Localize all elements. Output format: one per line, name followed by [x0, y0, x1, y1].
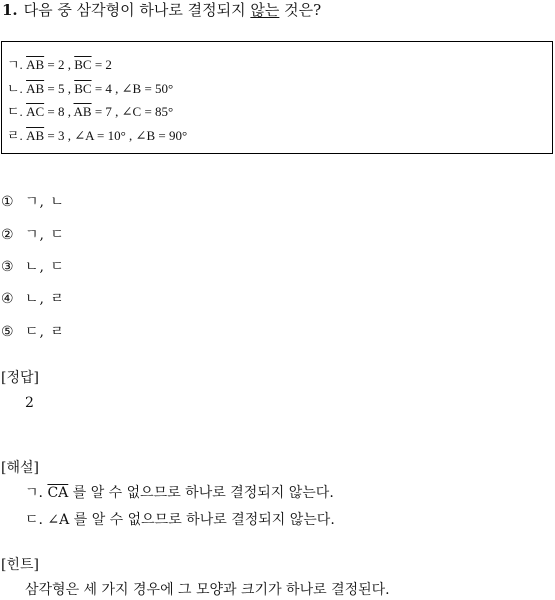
segment: $\overline{BC}$: [74, 81, 92, 96]
hint-label: [힌트]: [1, 557, 39, 573]
segment: $\overline{BC}$: [74, 57, 92, 72]
question-text-before: 다음 중 삼각형이 하나로 결정되지: [23, 1, 251, 19]
segment: $\overline{AB}$: [73, 104, 92, 119]
condition-rest: = 4 , ∠B = 50°: [91, 81, 174, 96]
explanation-prefix: ㄱ.: [25, 485, 48, 501]
choice-mark: ③: [1, 259, 14, 275]
question-text-after: 것은?: [279, 1, 322, 19]
condition-label: ㄱ.: [7, 57, 23, 72]
choice-mark: ①: [1, 194, 14, 210]
choice-2[interactable]: [1, 226, 65, 244]
answer-label: [정답]: [1, 370, 39, 386]
condition-row: [7, 80, 173, 98]
condition-label: ㄴ.: [7, 81, 23, 96]
condition-value: = 8 ,: [44, 104, 74, 119]
choice-4[interactable]: [1, 290, 65, 308]
explanation-label: [해설]: [1, 460, 39, 476]
condition-label: ㄷ.: [7, 104, 23, 119]
choice-text: ㄱ, ㄷ: [25, 227, 65, 243]
condition-value: = 5 ,: [44, 81, 75, 96]
explanation-text: 를 알 수 없으므로 하나로 결정되지 않는다.: [68, 485, 334, 501]
segment: $\overline{AB}$: [26, 81, 45, 96]
question-underlined-word: 않는: [250, 1, 280, 19]
answer-value: 2: [25, 395, 34, 411]
condition-value: = 3 , ∠A = 10° , ∠B = 90°: [44, 128, 188, 143]
choice-mark: ④: [1, 291, 14, 307]
condition-rest: = 2: [91, 57, 112, 72]
choice-text: ㄱ, ㄴ: [25, 194, 65, 210]
choice-mark: ②: [1, 227, 14, 243]
condition-row: [7, 127, 187, 145]
segment: $\overline{AB}$: [26, 128, 45, 143]
choice-text: ㄷ, ㄹ: [25, 324, 65, 340]
condition-rest: = 7 , ∠C = 85°: [91, 104, 174, 119]
segment: $\overline{AB}$: [26, 57, 45, 72]
choice-3[interactable]: [1, 258, 65, 276]
choice-text: ㄴ, ㄹ: [25, 291, 65, 307]
question-number: 1.: [2, 1, 18, 19]
condition-value: = 2 ,: [44, 57, 75, 72]
question-text: [2, 0, 321, 20]
hint-text: 삼각형은 세 가지 경우에 그 모양과 크기가 하나로 결정된다.: [25, 582, 390, 598]
explanation-line-1: [25, 484, 334, 502]
choice-mark: ⑤: [1, 324, 14, 340]
condition-row: [7, 103, 173, 121]
condition-row: [7, 56, 112, 74]
segment: $\overline{CA}$: [47, 485, 69, 501]
condition-label: ㄹ.: [7, 128, 23, 143]
explanation-line-2: ㄷ. ∠A 를 알 수 없으므로 하나로 결정되지 않는다.: [25, 512, 335, 528]
segment: $\overline{AC}$: [26, 104, 45, 119]
choice-text: ㄴ, ㄷ: [25, 259, 65, 275]
choice-5[interactable]: [1, 323, 65, 341]
choice-1[interactable]: [1, 193, 65, 211]
